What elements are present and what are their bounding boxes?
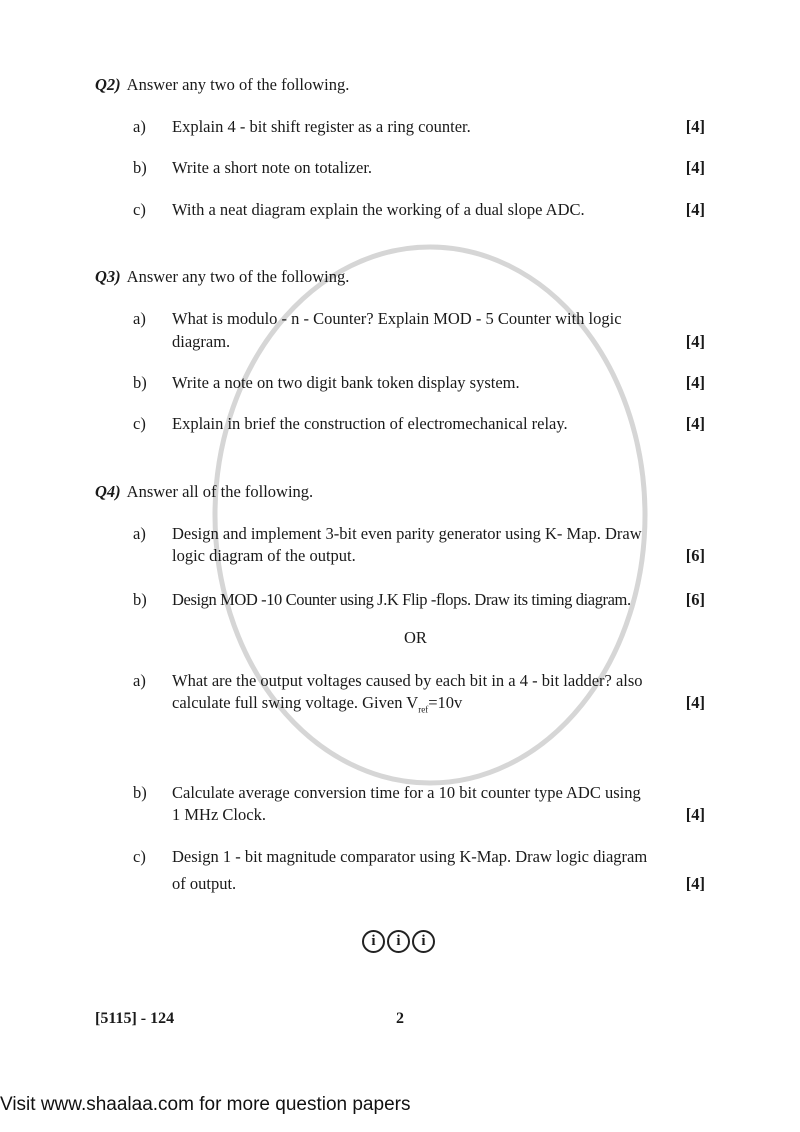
q2b-marks: [4]: [685, 158, 705, 177]
q4a-line2: [172, 546, 705, 566]
info-circle-icon: i: [412, 930, 435, 953]
page-number: 2: [396, 1010, 404, 1027]
q3a-text-line2: diagram.: [172, 332, 231, 351]
q2b-text: Write a short note on totalizer.: [172, 158, 373, 177]
q3-heading: Q3) Answer any two of the following.: [95, 267, 350, 286]
paper-code: [5115] - 124: [95, 1010, 175, 1027]
q4a-text-line2: logic diagram of the output.: [172, 546, 356, 565]
q4-alt-a-letter: a): [133, 671, 146, 690]
q2b: [172, 158, 705, 178]
q4-alt-c-text-line2: of output.: [172, 874, 237, 893]
q3b-marks: [4]: [685, 373, 705, 392]
or-separator: OR: [404, 628, 427, 647]
q3c-marks: [4]: [685, 414, 705, 433]
q2a-letter: a): [133, 117, 146, 136]
q2c-letter: c): [133, 200, 146, 219]
q3a-line2: [172, 332, 705, 352]
q4-alt-c-text-line1: Design 1 - bit magnitude comparator using K-Map. Draw logic diagram: [172, 847, 648, 866]
q2a: [172, 117, 705, 137]
info-circle-icon: i: [387, 930, 410, 953]
q4-heading: Q4) Answer all of the following.: [95, 482, 314, 501]
q3b-text: Write a note on two digit bank token display system.: [172, 373, 520, 392]
q2b-letter: b): [133, 158, 147, 177]
q2c-marks: [4]: [685, 200, 705, 219]
q2-heading: Q2) Answer any two of the following.: [95, 75, 350, 94]
q4a-letter: a): [133, 524, 146, 543]
info-circle-icon: i: [362, 930, 385, 953]
q3a-text-line1: What is modulo - n - Counter? Explain MOD - 5 Counter with logic: [172, 309, 622, 328]
q3c: [172, 414, 705, 434]
q4-alt-a-marks: [4]: [685, 693, 705, 712]
q2c-text: With a neat diagram explain the working of a dual slope ADC.: [172, 200, 585, 219]
q4b-marks: [6]: [685, 590, 705, 609]
visit-link[interactable]: Visit www.shaalaa.com for more question papers: [0, 1094, 411, 1115]
q4-alt-c-letter: c): [133, 847, 146, 866]
q4b-letter: b): [133, 590, 147, 609]
q4-alt-a-line2: [172, 693, 705, 719]
q3a-marks: [4]: [685, 332, 705, 351]
q4-alt-b-line2: [172, 805, 705, 825]
q4-alt-c-marks: [4]: [685, 874, 705, 893]
q4b-text: Design MOD -10 Counter using J.K Flip -flops. Draw its timing diagram.: [172, 590, 631, 609]
q2c: [172, 200, 705, 220]
q3b: [172, 373, 705, 393]
q4-alt-c-line2: [172, 874, 705, 894]
q4-alt-a-text-line1: What are the output voltages caused by each bit in a 4 - bit ladder? also: [172, 671, 643, 690]
q4-alt-b-marks: [4]: [685, 805, 705, 824]
q2a-text: Explain 4 - bit shift register as a ring counter.: [172, 117, 471, 136]
q4-alt-b-letter: b): [133, 783, 147, 802]
q3c-text: Explain in brief the construction of electromechanical relay.: [172, 414, 568, 433]
q4-alt-b-text-line1: Calculate average conversion time for a 10 bit counter type ADC using: [172, 783, 641, 802]
q4-alt-b-text-line2: 1 MHz Clock.: [172, 805, 266, 824]
q2a-marks: [4]: [685, 117, 705, 136]
q4-alt-a-text-line2: calculate full swing voltage. Given $V_{ref}=10v$: [172, 693, 463, 715]
end-of-paper-mark: [361, 930, 436, 953]
q4a-text-line1: Design and implement 3-bit even parity generator using K- Map. Draw: [172, 524, 642, 543]
q4b: [172, 590, 705, 610]
q4a-marks: [6]: [685, 546, 705, 565]
q3c-letter: c): [133, 414, 146, 433]
q3b-letter: b): [133, 373, 147, 392]
q3a-letter: a): [133, 309, 146, 328]
